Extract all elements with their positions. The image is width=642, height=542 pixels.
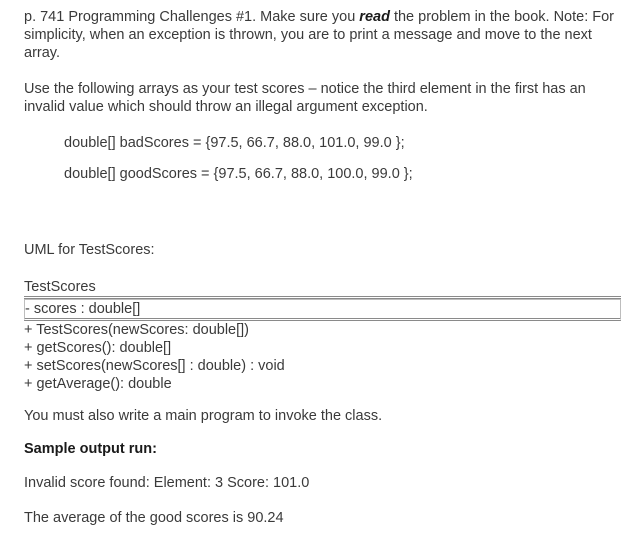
intro-text-before: p. 741 Programming Challenges #1. Make sure you [24,9,360,25]
document-body [24,8,624,527]
uml-method: + setScores(newScores[] : double) : void [24,358,285,374]
good-scores-code: double[] goodScores = {97.5, 66.7, 88.0, 100.0, 99.0 }; [64,166,413,182]
intro-paragraph [24,8,624,62]
uml-method: + getAverage(): double [24,376,172,392]
sample-output-line-2: The average of the good scores is 90.24 [24,510,284,526]
intro-note: Note: For simplicity, when an exception is thrown, you are to print a message and move to the next array. [24,9,615,61]
uml-attribute: - scores : double[] [24,299,621,321]
intro-text-after: the problem in the book. [389,9,550,25]
uml-methods [24,321,621,393]
uml-class-name: TestScores [24,278,621,299]
intro-emphasis-read: read [359,9,390,25]
uml-method: + TestScores(newScores: double[]) [24,322,249,338]
uml-method: + getScores(): double[] [24,340,172,356]
main-program-note: You must also write a main program to invoke the class. [24,408,383,424]
uml-heading: UML for TestScores: [24,242,155,258]
instructions-paragraph: Use the following arrays as your test scores – notice the third element in the first has an invalid value which should throw an illegal argument exception. [24,81,586,115]
sample-output-line-1: Invalid score found: Element: 3 Score: 101.0 [24,475,310,491]
sample-output-heading: Sample output run: [24,441,157,457]
uml-class-diagram [24,278,621,393]
bad-scores-code: double[] badScores = {97.5, 66.7, 88.0, 101.0, 99.0 }; [64,135,405,151]
